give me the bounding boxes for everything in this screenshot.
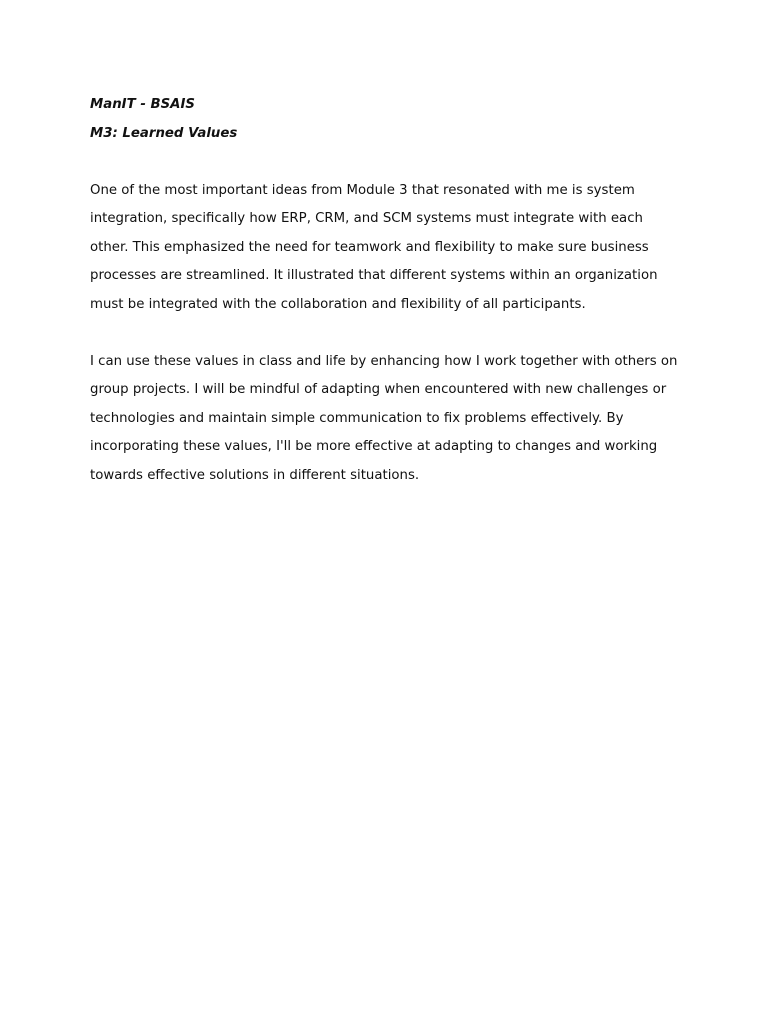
spacer: [90, 148, 680, 177]
course-heading: ManIT - BSAIS: [90, 97, 195, 112]
spacer: [90, 319, 680, 348]
paragraph-system-integration: One of the most important ideas from Module 3 that resonated with me is system integration, specifically how ERP, CRM, and SCM systems must integrate with each other. This emphasized the need for teamwork and flexibility to make sure business processes are streamlined. It illustrated that different systems within an organization must be integrated with the collaboration and flexibility of all participants.: [90, 182, 658, 312]
paragraph-applying-values: I can use these values in class and life by enhancing how I work together with others on group projects. I will be mindful of adapting when encountered with new challenges or technologies and maintain simple communication to fix problems effectively. By incorporating these values, I'll be more effective at adapting to changes and working towards effective solutions in different situations.: [90, 353, 678, 483]
document-title: M3: Learned Values: [90, 125, 238, 141]
